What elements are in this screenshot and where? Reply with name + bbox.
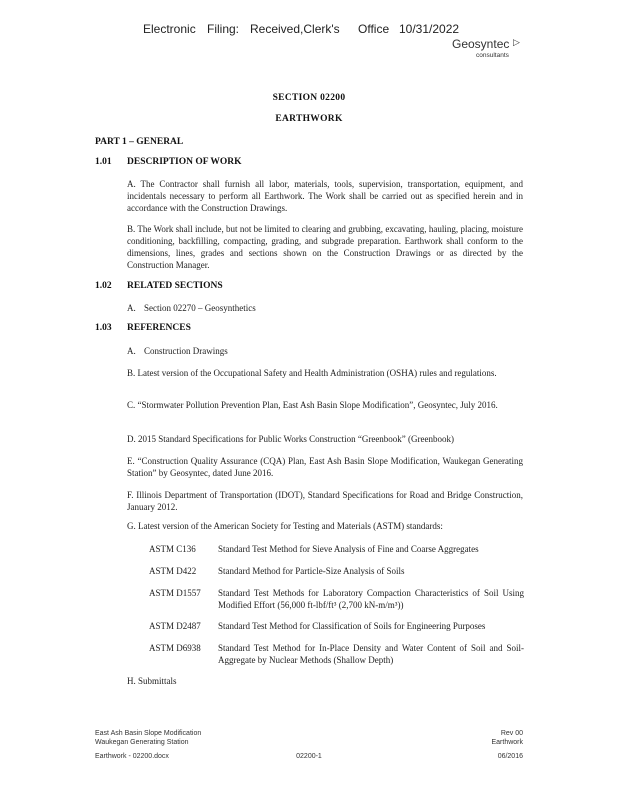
stamp-word-electronic: Electronic: [143, 22, 196, 36]
astm-code: ASTM D422: [149, 566, 197, 576]
reference-b: B. Latest version of the Occupational Safety and Health Administration (OSHA) rules and regulations.: [127, 368, 497, 378]
footer-page-number: 02200-1: [296, 753, 322, 760]
list-item: A. Section 02270 – Geosynthetics: [127, 303, 256, 313]
paragraph-1-01-a: A. The Contractor shall furnish all labor, materials, tools, supervision, transportation, equipment, and incidentals necessary to perform all Earthwork. The Work shall be carried out as specified herein and in accordance with the Construction Drawings.: [127, 179, 523, 213]
paragraph-1-01-b: B. The Work shall include, but not be limited to clearing and grubbing, excavating, hauling, placing, moisture conditioning, backfilling, compacting, grading, and subgrade preparation. Earthwork shall conform to the dimensions, lines, grades and sections shown on the Construction Drawings or as directed by the Construction Manager.: [127, 224, 523, 270]
astm-code: ASTM C136: [149, 544, 196, 554]
section-1-01-number: 1.01: [95, 157, 112, 167]
astm-description: Standard Test Method for In-Place Density and Water Content of Soil and Soil-Aggregate by Nuclear Methods (Shallow Depth): [218, 643, 524, 665]
footer-section-name: Earthwork: [491, 739, 523, 746]
section-1-01-title: DESCRIPTION OF WORK: [127, 157, 242, 167]
footer-filename: Earthwork - 02200.docx: [95, 753, 169, 760]
astm-code: ASTM D6938: [149, 643, 201, 653]
stamp-date: 10/31/2022: [399, 22, 460, 36]
section-number: SECTION 02200: [272, 93, 346, 103]
stamp-word-received: Received,Clerk's: [250, 22, 340, 36]
section-1-02-title: RELATED SECTIONS: [127, 281, 223, 291]
logo-arrow-icon: ▷: [513, 37, 520, 47]
footer-date: 06/2016: [497, 753, 523, 760]
section-1-03-number: 1.03: [95, 323, 112, 333]
reference-e: E. “Construction Quality Assurance (CQA) Plan, East Ash Basin Slope Modification, Waukegan Generating Station” by Geosyntec, dated June 2016.: [127, 456, 523, 478]
stamp-word-office: Office: [358, 22, 390, 36]
filing-stamp: [0, 22, 618, 38]
list-item: A. Construction Drawings: [127, 346, 228, 356]
astm-code: ASTM D1557: [149, 588, 201, 598]
footer-station: Waukegan Generating Station: [95, 739, 189, 746]
section-title: EARTHWORK: [275, 114, 343, 124]
part-heading: PART 1 – GENERAL: [95, 137, 184, 147]
astm-code: ASTM D2487: [149, 621, 201, 631]
stamp-word-filing: Filing:: [207, 22, 240, 36]
section-1-02-number: 1.02: [95, 281, 112, 291]
reference-d: D. 2015 Standard Specifications for Public Works Construction “Greenbook” (Greenbook): [127, 434, 455, 444]
reference-c: C. “Stormwater Pollution Prevention Plan, East Ash Basin Slope Modification”, Geosyntec, July 2016.: [127, 400, 498, 410]
section-1-03-title: REFERENCES: [127, 323, 191, 333]
reference-f: F. Illinois Department of Transportation (IDOT), Standard Specifications for Road and Bridge Construction, January 2012.: [127, 490, 523, 512]
reference-h: H. Submittals: [127, 676, 177, 686]
astm-description: Standard Test Method for Classification of Soils for Engineering Purposes: [218, 621, 486, 631]
geosyntec-logo: [452, 37, 532, 61]
logo-subtitle: consultants: [476, 52, 509, 59]
astm-description: Standard Test Method for Sieve Analysis of Fine and Coarse Aggregates: [218, 544, 479, 554]
astm-description: Standard Method for Particle-Size Analysis of Soils: [218, 566, 405, 576]
footer-project: East Ash Basin Slope Modification: [95, 730, 202, 737]
logo-name: Geosyntec: [452, 37, 510, 51]
astm-description: Standard Test Methods for Laboratory Compaction Characteristics of Soil Using Modified Effort (56,000 ft-lbf/ft³ (2,700 kN-m/m³)): [218, 588, 524, 610]
reference-g: G. Latest version of the American Society for Testing and Materials (ASTM) standards:: [127, 521, 443, 531]
footer-revision: Rev 00: [500, 730, 523, 737]
